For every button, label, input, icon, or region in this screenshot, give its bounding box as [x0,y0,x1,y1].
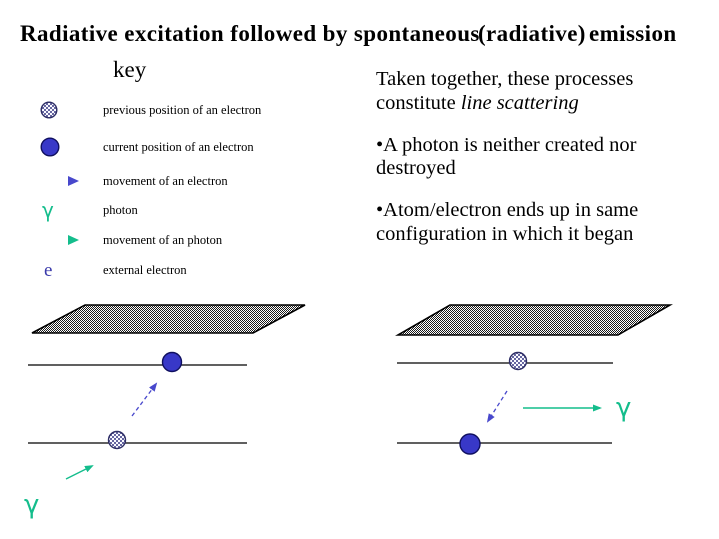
key-label-external-electron: external electron [103,262,187,277]
teal-arrowhead-icon [68,235,79,245]
key-label-current-electron: current position of an electron [103,139,254,154]
notes-block [376,68,716,265]
key-label-electron-movement: movement of an electron [103,173,228,188]
electron-movement-arrow [488,391,507,421]
emitted-photon-gamma-label: γ [616,393,632,423]
note-bullet-photon: •A photon is neither created nor destroyed [376,133,637,180]
current-electron-circle [163,353,182,372]
key-icon-cell [30,261,103,280]
key-legend [30,96,340,284]
key-label-photon-movement: movement of an photon [103,232,223,247]
key-label-photon: photon [103,202,138,217]
diagram-radiative-excitation [0,300,350,539]
key-icon-cell [30,235,103,245]
key-icon-cell [30,137,103,157]
key-row-photon [30,196,340,224]
previous-electron-circle [510,353,527,370]
note-bullet-atom: •Atom/electron ends up in same configuration in which it began [376,199,639,245]
e-symbol-icon: e [44,259,53,281]
incoming-photon-arrow [66,466,92,479]
key-icon-cell [30,101,103,119]
key-heading: key [113,57,147,82]
key-row-current-electron [30,133,340,161]
title-overlap-text: (radiative) [478,21,586,46]
key-row-electron-movement [30,167,340,195]
blue-circle-icon [40,137,60,157]
title-emission-text: emission [589,21,677,46]
key-label-previous-electron: previous position of an electron [103,102,262,117]
key-icon-cell [30,200,103,220]
previous-electron-circle [109,432,126,449]
atom-plane [398,305,670,335]
key-row-external-electron [30,256,340,284]
electron-movement-arrow [132,384,156,416]
key-row-previous-electron [30,96,340,124]
key-icon-cell [30,176,103,186]
key-row-photon-movement [30,226,340,254]
current-electron-circle [460,434,480,454]
note-line-scattering [376,68,716,116]
atom-plane [32,305,305,333]
hatched-circle-icon [40,101,58,119]
title-main-text: Radiative excitation followed by spontaneous [20,21,480,46]
blue-arrowhead-icon [68,176,79,186]
incoming-photon-gamma-label: γ [24,490,40,520]
diagram-spontaneous-emission [360,300,719,539]
note-intro-italic: line scattering [460,91,579,114]
gamma-symbol-icon: γ [42,198,54,222]
note-intro-text: Taken together, these processes constitute [376,68,634,114]
